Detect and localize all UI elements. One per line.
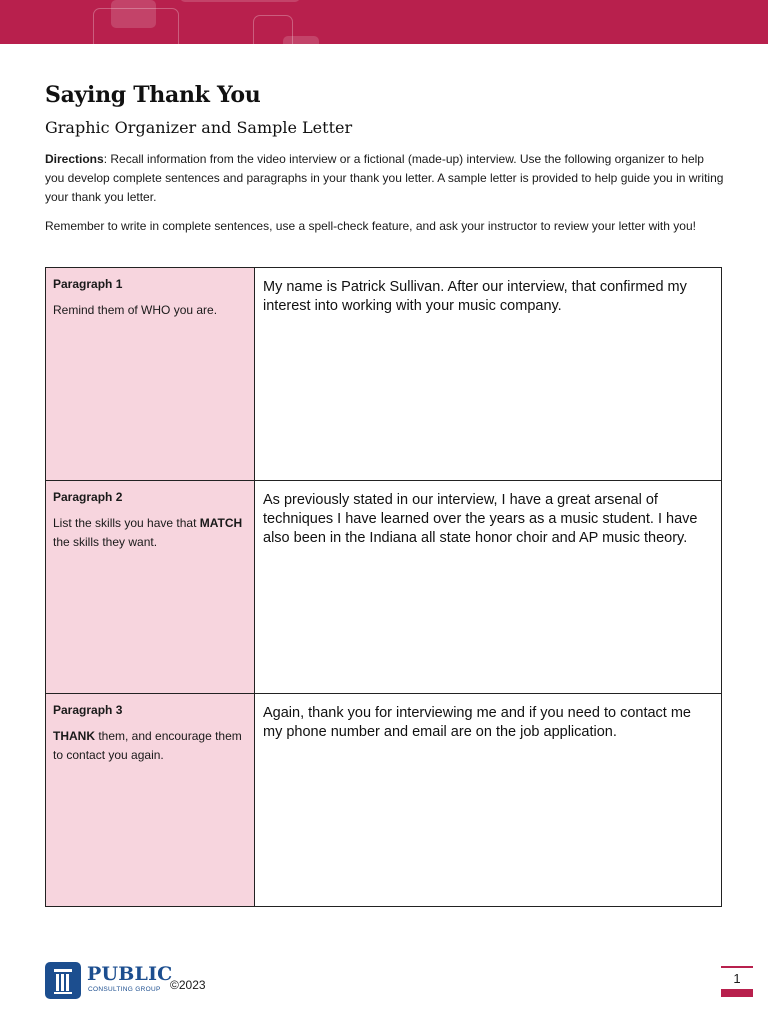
directions-paragraph (45, 150, 725, 207)
page-number: 1 (733, 971, 741, 986)
prompt-emphasis: THANK (53, 729, 95, 743)
prompt-text (53, 303, 217, 317)
answer-cell[interactable]: My name is Patrick Sullivan. After our interview, that confirmed my interest into working with your music company. (255, 268, 722, 481)
reminder-paragraph: Remember to write in complete sentences, use a spell-check feature, and ask your instructor to review your letter with you! (45, 219, 696, 233)
page-number-box (721, 966, 753, 997)
pcg-columns-icon (45, 962, 81, 999)
header-banner (0, 0, 768, 44)
page-subtitle: Graphic Organizer and Sample Letter (45, 118, 353, 137)
prompt-text (53, 729, 242, 762)
directions-label: Directions (45, 152, 104, 166)
brand-logo-subtext: CONSULTING GROUP (88, 986, 161, 993)
page-title: Saying Thank You (45, 82, 261, 108)
banner-decoration (180, 0, 300, 2)
prompt-cell (46, 268, 255, 481)
copyright-notice: ©2023 (170, 978, 206, 992)
banner-decoration (111, 0, 156, 28)
page-number-rule (721, 966, 753, 968)
prompt-emphasis: MATCH (199, 516, 243, 530)
prompt-text-part: Remind them of WHO you are. (53, 303, 218, 317)
table-row (46, 694, 722, 907)
graphic-organizer-table (45, 267, 722, 907)
directions-text: : Recall information from the video interview or a fictional (made-up) interview. Use the following organizer to help you develop complete sentences and paragraphs in your thank you letter. A sample letter is provided to help guide you in writing your thank you letter. (45, 152, 724, 204)
answer-cell[interactable]: As previously stated in our interview, I have a great arsenal of techniques I have learned over the years as a music student. I have also been in the Indiana all state honor choir and AP music theory. (255, 481, 722, 694)
banner-decoration (283, 36, 319, 44)
prompt-text-part: them, and encourage them to contact you again. (53, 729, 242, 762)
table-row (46, 268, 722, 481)
prompt-text-part: List the skills you have that (53, 516, 200, 530)
prompt-cell (46, 694, 255, 907)
page-number-bar (721, 989, 753, 997)
paragraph-heading: Paragraph 2 (53, 490, 123, 504)
answer-cell[interactable]: Again, thank you for interviewing me and if you need to contact me my phone number and email are on the job application. (255, 694, 722, 907)
table-row (46, 481, 722, 694)
paragraph-heading: Paragraph 1 (53, 277, 123, 291)
brand-logo-text: PUBLIC (87, 963, 173, 985)
paragraph-heading: Paragraph 3 (53, 703, 123, 717)
prompt-text (53, 516, 242, 549)
prompt-text-part: the skills they want. (53, 535, 158, 549)
prompt-cell (46, 481, 255, 694)
